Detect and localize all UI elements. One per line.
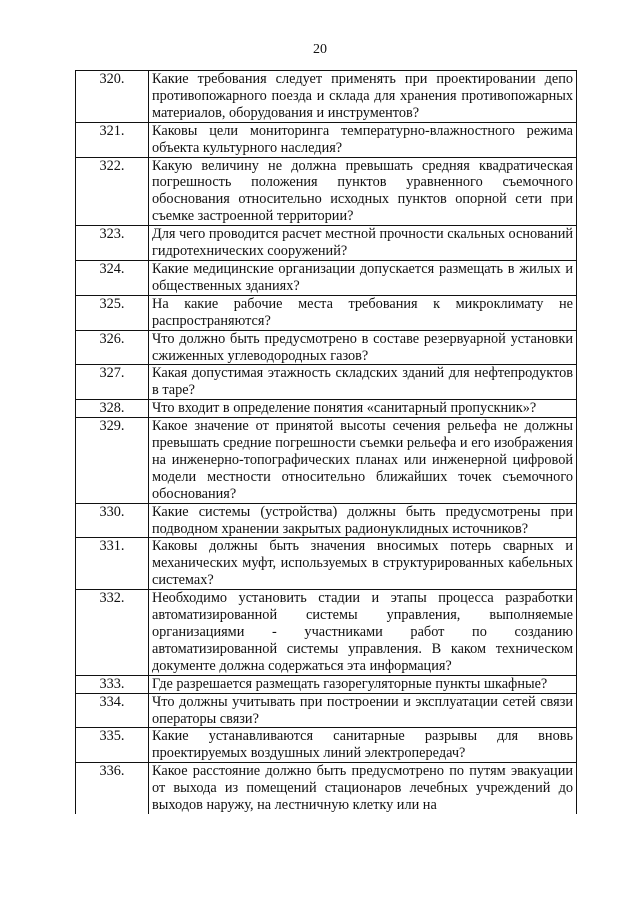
question-text: Какое значение от принятой высоты сечения рельефа не должны превышать средние погрешности съемки рельефа и его изображения на инженерно-топографических планах или инженерной цифровой модели местности относительно ближайших точек съемочного обоснования? <box>149 418 577 504</box>
table-row <box>76 400 577 418</box>
row-number: 324. <box>76 260 149 295</box>
questions-table <box>75 70 577 814</box>
table-row <box>76 157 577 226</box>
row-number: 328. <box>76 400 149 418</box>
question-text: На какие рабочие места требования к микроклимату не распространяются? <box>149 295 577 330</box>
question-text: Что входит в определение понятия «санитарный пропускник»? <box>149 400 577 418</box>
table-row <box>76 763 577 814</box>
row-number: 330. <box>76 503 149 538</box>
row-number: 327. <box>76 365 149 400</box>
table-row <box>76 675 577 693</box>
table-row <box>76 122 577 157</box>
question-text: Где разрешается размещать газорегуляторные пункты шкафные? <box>149 675 577 693</box>
table-row <box>76 693 577 728</box>
table-row <box>76 226 577 261</box>
row-number: 332. <box>76 590 149 676</box>
row-number: 323. <box>76 226 149 261</box>
row-number: 326. <box>76 330 149 365</box>
question-text: Какие устанавливаются санитарные разрывы для вновь проектируемых воздушных линий электропередач? <box>149 728 577 763</box>
row-number: 322. <box>76 157 149 226</box>
row-number: 320. <box>76 71 149 123</box>
table-row <box>76 365 577 400</box>
question-text: Какую величину не должна превышать средняя квадратическая погрешность положения пунктов уравненного съемочного обоснования относительно исходных пунктов опорной сети при съемке застроенной территории? <box>149 157 577 226</box>
table-row <box>76 71 577 123</box>
question-text: Для чего проводится расчет местной прочности скальных оснований гидротехнических сооружений? <box>149 226 577 261</box>
row-number: 325. <box>76 295 149 330</box>
table-row <box>76 538 577 590</box>
row-number: 329. <box>76 418 149 504</box>
row-number: 335. <box>76 728 149 763</box>
table-row <box>76 330 577 365</box>
table-row <box>76 295 577 330</box>
question-text: Какое расстояние должно быть предусмотрено по путям эвакуации от выхода из помещений стационаров лечебных учреждений до выходов наружу, на лестничную клетку или на <box>149 763 577 814</box>
table-row <box>76 260 577 295</box>
row-number: 336. <box>76 763 149 814</box>
table-row <box>76 503 577 538</box>
row-number: 333. <box>76 675 149 693</box>
table-row <box>76 590 577 676</box>
table-row <box>76 418 577 504</box>
row-number: 331. <box>76 538 149 590</box>
question-text: Что должно быть предусмотрено в составе резервуарной установки сжиженных углеводородных газов? <box>149 330 577 365</box>
question-text: Что должны учитывать при построении и эксплуатации сетей связи операторы связи? <box>149 693 577 728</box>
page-number: 20 <box>313 42 327 57</box>
question-text: Каковы цели мониторинга температурно-влажностного режима объекта культурного наследия? <box>149 122 577 157</box>
question-text: Каковы должны быть значения вносимых потерь сварных и механических муфт, используемых в структурированных кабельных системах? <box>149 538 577 590</box>
row-number: 334. <box>76 693 149 728</box>
question-text: Какие медицинские организации допускается размещать в жилых и общественных зданиях? <box>149 260 577 295</box>
question-text: Какая допустимая этажность складских зданий для нефтепродуктов в таре? <box>149 365 577 400</box>
question-text: Какие системы (устройства) должны быть предусмотрены при подводном хранении закрытых радионуклидных источников? <box>149 503 577 538</box>
row-number: 321. <box>76 122 149 157</box>
table-row <box>76 728 577 763</box>
question-text: Необходимо установить стадии и этапы процесса разработки автоматизированной системы управления, выполняемые организациями - участниками работ по созданию автоматизированной системы управления. В каком техническом документе должна содержаться эта информация? <box>149 590 577 676</box>
question-text: Какие требования следует применять при проектировании депо противопожарного поезда и склада для хранения противопожарных материалов, оборудования и инструментов? <box>149 71 577 123</box>
